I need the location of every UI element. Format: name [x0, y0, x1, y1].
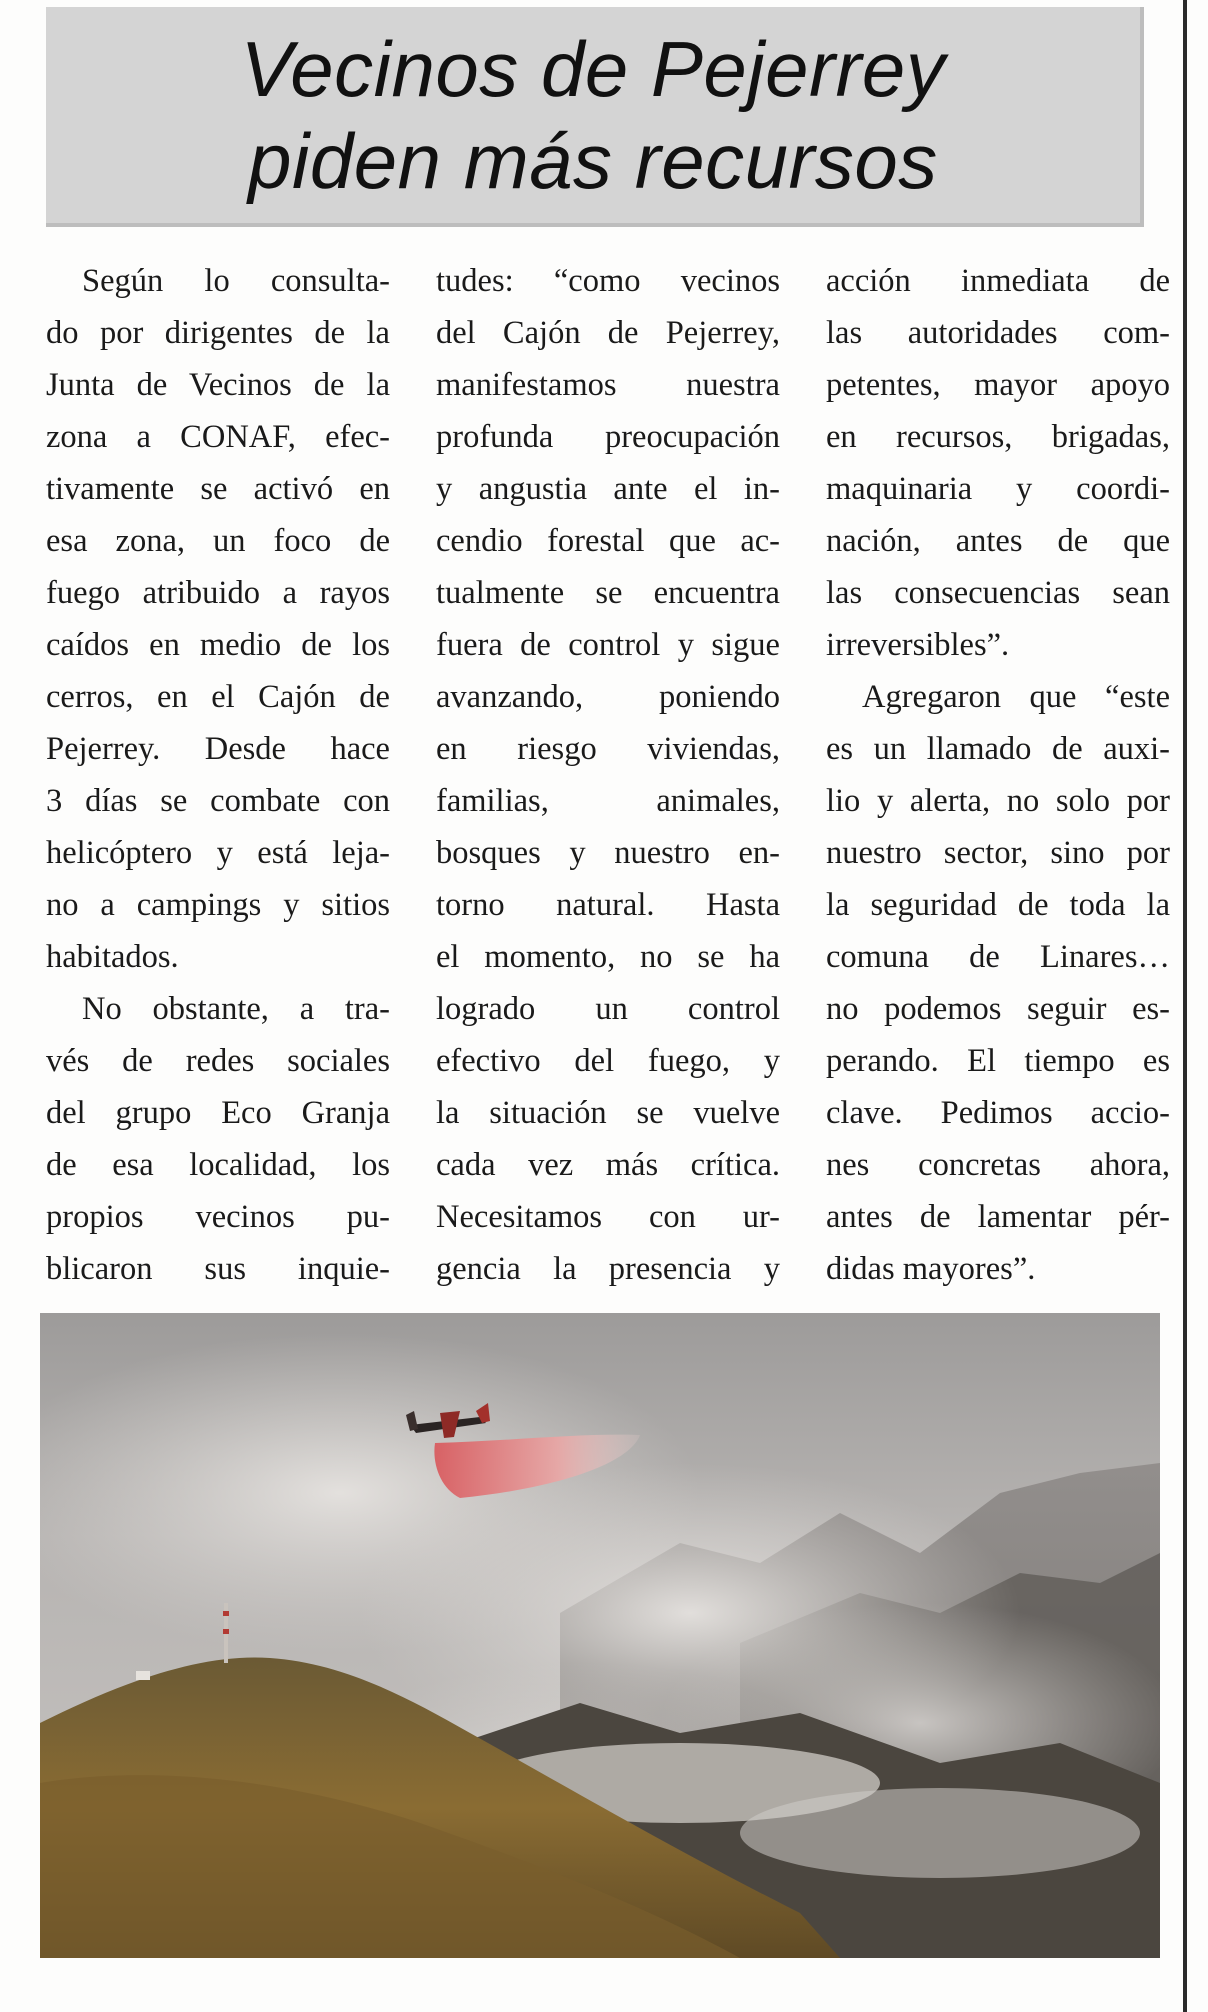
article-text-line: clave. Pedimos accio-	[826, 1095, 1170, 1131]
article-text-line: maquinaria y coordi-	[826, 471, 1170, 507]
article-text-line: cendio forestal que ac-	[436, 523, 780, 559]
ground-smoke	[740, 1788, 1140, 1878]
article-text-line: helicóptero y está leja-	[46, 835, 390, 871]
article-text-line: tudes: “como vecinos	[436, 263, 780, 299]
article-text-line: avanzando, poniendo	[436, 679, 780, 715]
article-text-line: cada vez más crítica.	[436, 1147, 780, 1183]
article-text-line: del Cajón de Pejerrey,	[436, 315, 780, 351]
article-text-line: Junta de Vecinos de la	[46, 367, 390, 403]
article-text-line: acción inmediata de	[826, 263, 1170, 299]
article-text-line: lio y alerta, no solo por	[826, 783, 1170, 819]
article-text-line: vés de redes sociales	[46, 1043, 390, 1079]
article-text-line: petentes, mayor apoyo	[826, 367, 1170, 403]
headline-box	[46, 7, 1144, 227]
article-text-line: esa zona, un foco de	[46, 523, 390, 559]
wildfire-photo	[40, 1313, 1160, 1958]
article-text-line: del grupo Eco Granja	[46, 1095, 390, 1131]
article-text-line: no a campings y sitios	[46, 887, 390, 923]
article-text-line: las consecuencias sean	[826, 575, 1170, 611]
article-text-line: torno natural. Hasta	[436, 887, 780, 923]
article-columns	[46, 255, 1170, 1295]
article-text-line: no podemos seguir es-	[826, 991, 1170, 1027]
article-text-line: en riesgo viviendas,	[436, 731, 780, 767]
article-text-line: efectivo del fuego, y	[436, 1043, 780, 1079]
article-text-line: antes de lamentar pér-	[826, 1199, 1170, 1235]
article-text-line: bosques y nuestro en-	[436, 835, 780, 871]
article-text-line: familias, animales,	[436, 783, 780, 819]
article-text-line: de esa localidad, los	[46, 1147, 390, 1183]
article-text-line: nación, antes de que	[826, 523, 1170, 559]
article-text-line: y angustia ante el in-	[436, 471, 780, 507]
article-text-line: habitados.	[46, 939, 179, 975]
article-text-line: las autoridades com-	[826, 315, 1170, 351]
article-text-line: el momento, no se ha	[436, 939, 780, 975]
article-text-line: cerros, en el Cajón de	[46, 679, 390, 715]
article-text-line: No obstante, a tra-	[82, 991, 390, 1027]
headline-line-2: piden más recursos	[248, 117, 938, 205]
article-text-line: manifestamos nuestra	[436, 367, 780, 403]
article-text-line: tivamente se activó en	[46, 471, 390, 507]
article-text-line: en recursos, brigadas,	[826, 419, 1170, 455]
article-text-line: perando. El tiempo es	[826, 1043, 1170, 1079]
article-text-line: didas mayores”.	[826, 1251, 1036, 1287]
article-text-line: Según lo consulta-	[82, 263, 390, 299]
article-text-line: nuestro sector, sino por	[826, 835, 1170, 871]
article-text-line: nes concretas ahora,	[826, 1147, 1170, 1183]
article-text-line: comuna de Linares…	[826, 939, 1170, 975]
article-text-line: Pejerrey. Desde hace	[46, 731, 390, 767]
article-text-line: irreversibles”.	[826, 627, 1010, 663]
headline-line-1: Vecinos de Pejerrey	[240, 25, 946, 113]
article-text-line: blicaron sus inquie-	[46, 1251, 390, 1287]
article-text-line: zona a CONAF, efec-	[46, 419, 390, 455]
article-text-line: fuera de control y sigue	[436, 627, 780, 663]
article-text-line: la seguridad de toda la	[826, 887, 1170, 923]
hilltop-building	[136, 1671, 150, 1680]
article-column-3	[826, 255, 1170, 1295]
article-text-line: caídos en medio de los	[46, 627, 390, 663]
article-text-line: do por dirigentes de la	[46, 315, 390, 351]
article-text-line: es un llamado de auxi-	[826, 731, 1170, 767]
article-text-line: profunda preocupación	[436, 419, 780, 455]
article-text-line: la situación se vuelve	[436, 1095, 780, 1131]
article-text-line: fuego atribuido a rayos	[46, 575, 390, 611]
article-text-line: gencia la presencia y	[436, 1251, 780, 1287]
article-column-2	[436, 255, 780, 1295]
article-text-line: logrado un control	[436, 991, 780, 1027]
article-text-line: propios vecinos pu-	[46, 1199, 390, 1235]
article-text-line: Necesitamos con ur-	[436, 1199, 780, 1235]
article-text-line: Agregaron que “este	[862, 679, 1170, 715]
article-text-line: tualmente se encuentra	[436, 575, 780, 611]
article-column-1	[46, 255, 390, 1295]
article-text-line: 3 días se combate con	[46, 783, 390, 819]
page-edge-rule	[1183, 0, 1187, 2012]
